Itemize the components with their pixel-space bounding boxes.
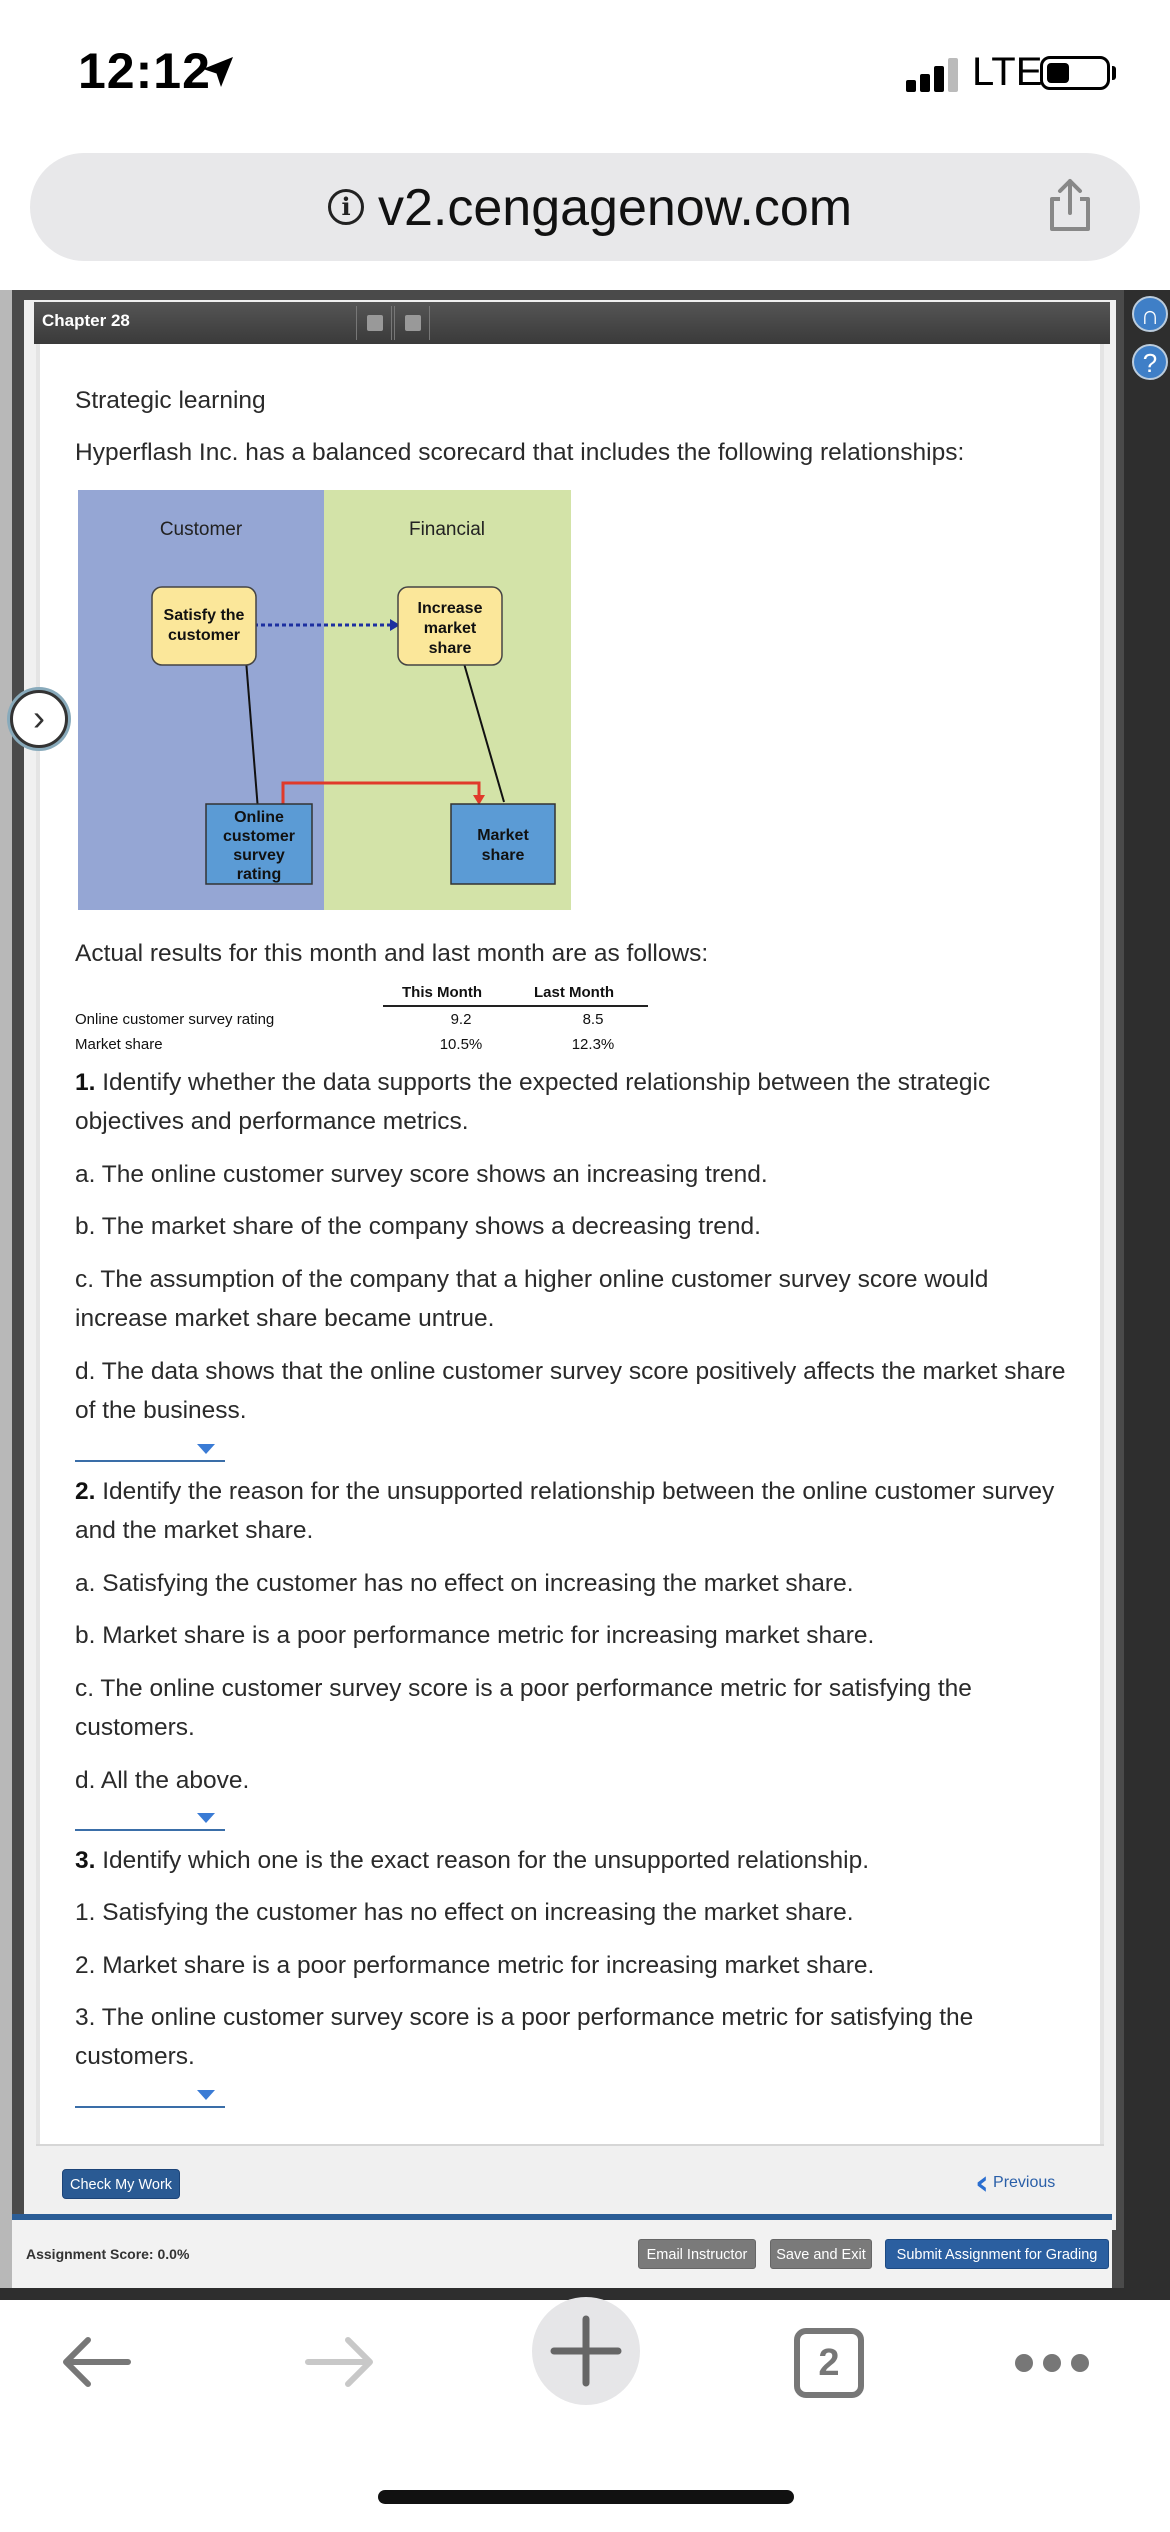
q2-option-a: a. Satisfying the customer has no effect on increasing the market share. [75,1570,854,1597]
network-type: LTE [972,50,1043,94]
intro-text: Hyperflash Inc. has a balanced scorecard that includes the following relationships: [75,439,965,466]
save-and-exit-button[interactable]: Save and Exit [770,2239,872,2269]
right-rail [1124,290,1170,2300]
check-my-work-button[interactable]: Check My Work [62,2169,180,2199]
chevron-down-icon [197,1444,215,1454]
page-heading: Strategic learning [75,387,266,414]
survey-line4: rating [236,866,282,883]
increase-line1: Increase [417,600,483,617]
battery-icon [1040,56,1110,90]
question-3 [75,1841,1075,1880]
battery-tip [1112,66,1116,80]
increase-line2: market [423,620,477,637]
table-header-rule [383,1005,648,1007]
q2-option-b: b. Market share is a poor performance metric for increasing market share. [75,1622,875,1649]
market-share-box [451,804,555,884]
tab-count-icon[interactable]: 2 [794,2328,864,2398]
market-share-last-month: 12.3% [571,1036,615,1053]
email-instructor-button[interactable]: Email Instructor [638,2239,756,2269]
location-arrow-icon [200,54,236,90]
satisfy-customer-box [152,587,256,665]
row-label-market-share: Market share [75,1036,163,1053]
q3-option-1: 1. Satisfying the customer has no effect on increasing the market share. [75,1899,854,1926]
q1-option-b: b. The market share of the company shows a decreasing trend. [75,1213,761,1240]
url-text[interactable]: v2.cengagenow.com [378,179,853,237]
increase-line3: share [428,640,472,657]
assignment-score: Assignment Score: 0.0% [26,2246,190,2262]
chapter-title: Chapter 28 [42,311,130,330]
chapter-bar [34,302,1110,344]
chevron-down-icon [197,1813,215,1823]
status-bar [0,0,1170,140]
survey-this-month: 9.2 [450,1011,472,1028]
q3-option-2: 2. Market share is a poor performance metric for increasing market share. [75,1952,875,1979]
content-divider [36,2144,1104,2146]
col-header-last-month: Last Month [534,984,614,1001]
q2-answer-dropdown[interactable] [75,1803,225,1831]
market-line1: Market [477,827,529,844]
help-icon[interactable]: ? [1132,344,1168,380]
q2-number: 2. [75,1478,96,1505]
satisfy-line2: customer [167,627,241,644]
question-2 [75,1472,1075,1550]
q1-option-d: d. The data shows that the online customer survey score positively affects the market share of the business. [75,1358,1066,1424]
survey-line2: customer [222,828,296,845]
submit-assignment-button[interactable]: Submit Assignment for Grading [885,2239,1109,2269]
back-arrow-icon[interactable] [58,2332,134,2392]
row-label-survey: Online customer survey rating [75,1011,275,1028]
q3-text: Identify which one is the exact reason for the unsupported relationship. [102,1847,870,1874]
col-header-this-month: This Month [402,984,482,1001]
new-tab-plus-icon[interactable] [530,2295,642,2407]
question-1 [75,1063,1075,1141]
q2-option-c: c. The online customer survey score is a poor performance metric for satisfying the customers. [75,1675,972,1741]
more-options-icon[interactable] [1010,2348,1094,2378]
cellular-signal-icon [906,56,960,92]
q2-option-d: d. All the above. [75,1767,250,1794]
satisfy-line1: Satisfy the [163,607,245,624]
chevron-down-icon [197,2090,215,2100]
q3-option-3: 3. The online customer survey score is a poor performance metric for satisfying the customers. [75,2004,974,2070]
q1-answer-dropdown[interactable] [75,1434,225,1462]
financial-label: Financial [408,519,486,540]
info-icon[interactable]: i [328,189,364,225]
notes-icon[interactable] [394,306,430,340]
previous-label: Previous [993,2174,1056,2192]
expand-panel-icon[interactable]: › [10,690,68,748]
home-indicator [378,2490,794,2504]
survey-last-month: 8.5 [582,1011,604,1028]
previous-button[interactable] [975,2163,1056,2203]
status-time: 12:12 [78,43,211,99]
q3-number: 3. [75,1847,96,1874]
chevron-left-icon: ‹ [975,2163,990,2203]
market-share-this-month: 10.5% [439,1036,483,1053]
balanced-scorecard-diagram [78,490,571,910]
survey-line1: Online [234,809,284,826]
book-icon[interactable] [356,306,392,340]
q1-option-a: a. The online customer survey score shows an increasing trend. [75,1161,768,1188]
market-line2: share [481,847,525,864]
q1-number: 1. [75,1069,96,1096]
headset-icon[interactable]: ∩ [1132,296,1168,332]
q2-text: Identify the reason for the unsupported relationship between the online customer survey and the market share. [75,1478,1055,1544]
q1-option-c: c. The assumption of the company that a higher online customer survey score would increase market share became untrue. [75,1266,989,1332]
results-intro: Actual results for this month and last month are as follows: [75,940,709,967]
forward-arrow-icon[interactable] [302,2332,378,2392]
survey-line3: survey [233,847,285,864]
q3-answer-dropdown[interactable] [75,2080,225,2108]
share-icon[interactable] [1040,175,1100,235]
q1-text: Identify whether the data supports the expected relationship between the strategic objectives and performance metrics. [75,1069,991,1135]
customer-label: Customer [159,519,243,540]
